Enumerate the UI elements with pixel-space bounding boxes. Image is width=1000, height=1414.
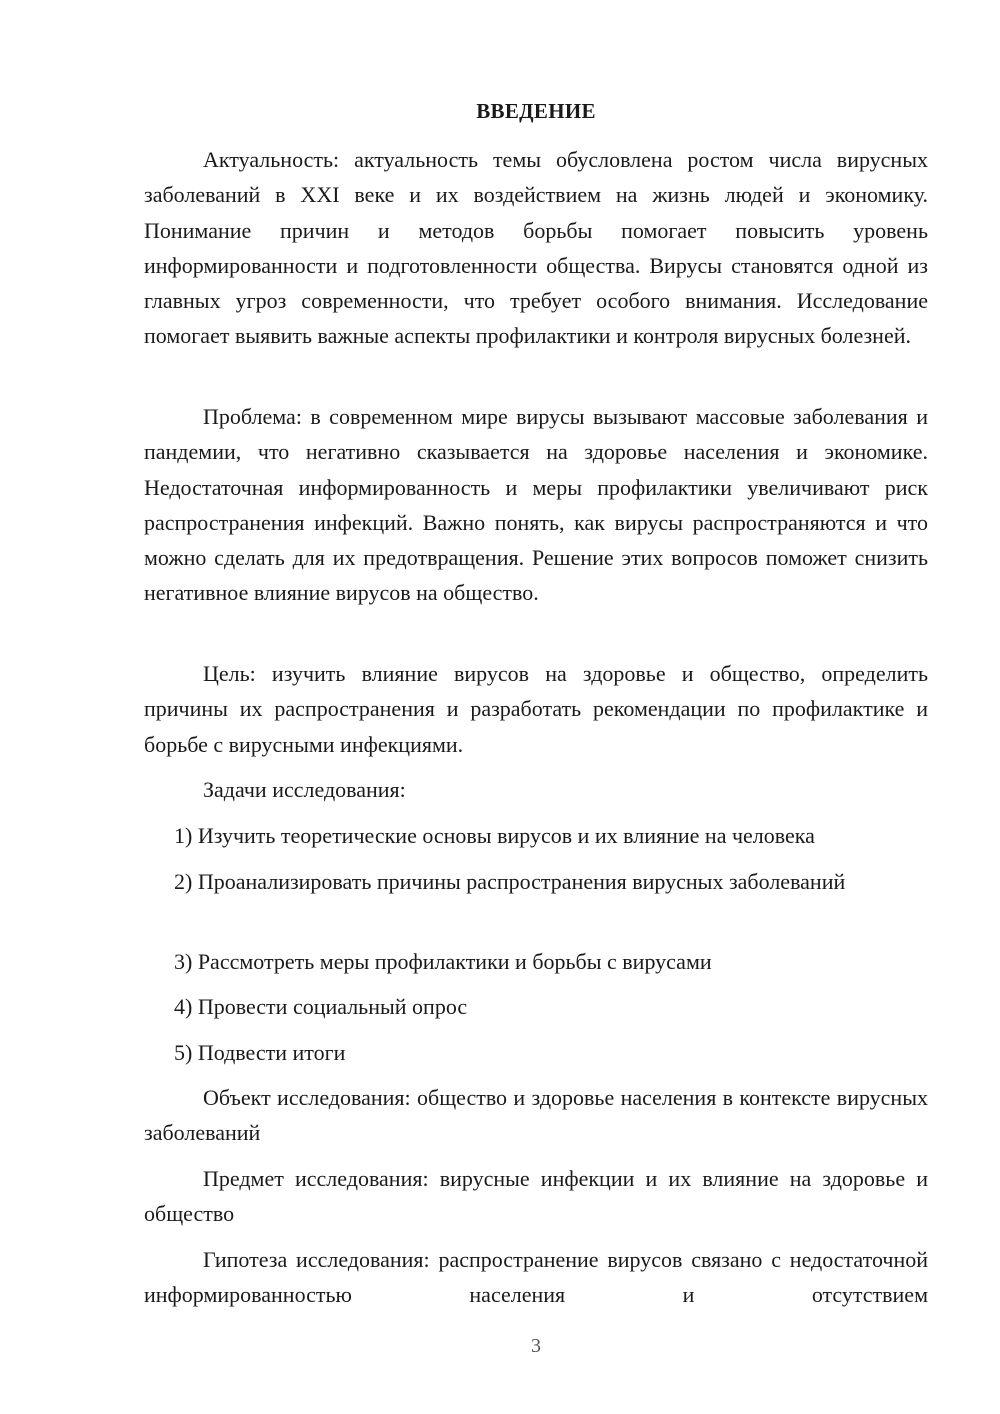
paragraph-hypothesis: Гипотеза исследования: распространение вирусов связано с недостаточной информированностью населения и отсутствием — [144, 1247, 928, 1308]
task-item-3: 3) Рассмотреть меры профилактики и борьбы с вирусами — [174, 949, 712, 974]
paragraph-subject: Предмет исследования: вирусные инфекции и их влияние на здоровье и общество — [144, 1166, 928, 1227]
page-number: 3 — [531, 1335, 541, 1357]
task-item-4: 4) Провести социальный опрос — [174, 994, 468, 1019]
tasks-heading: Задачи исследования: — [203, 777, 406, 802]
task-item-5: 5) Подвести итоги — [174, 1040, 346, 1065]
task-item-2: 2) Проанализировать причины распространения вирусных заболеваний — [174, 869, 846, 894]
paragraph-relevance: Актуальность: актуальность темы обусловлена ростом числа вирусных заболеваний в XXI веке и их воздействием на жизнь людей и экономику. Понимание причин и методов борьбы помогает повысить уровень информированности и подготовленности общества. Вирусы становятся одной из главных угроз современности, что требует особого внимания. Исследование помогает выявить важные аспекты профилактики и контроля вирусных болезней. — [144, 147, 928, 349]
paragraph-object: Объект исследования: общество и здоровье населения в контексте вирусных заболеваний — [144, 1085, 928, 1146]
section-title: ВВЕДЕНИЕ — [476, 99, 596, 123]
paragraph-goal: Цель: изучить влияние вирусов на здоровье и общество, определить причины их распространения и разработать рекомендации по профилактике и борьбе с вирусными инфекциями. — [144, 661, 928, 757]
paragraph-problem: Проблема: в современном мире вирусы вызывают массовые заболевания и пандемии, что негативно сказывается на здоровье населения и экономике. Недостаточная информированность и меры профилактики увеличивают риск распространения инфекций. Важно понять, как вирусы распространяются и что можно сделать для их предотвращения. Решение этих вопросов поможет снизить негативное влияние вирусов на общество. — [144, 404, 928, 606]
task-item-1: 1) Изучить теоретические основы вирусов и их влияние на человека — [174, 823, 815, 848]
